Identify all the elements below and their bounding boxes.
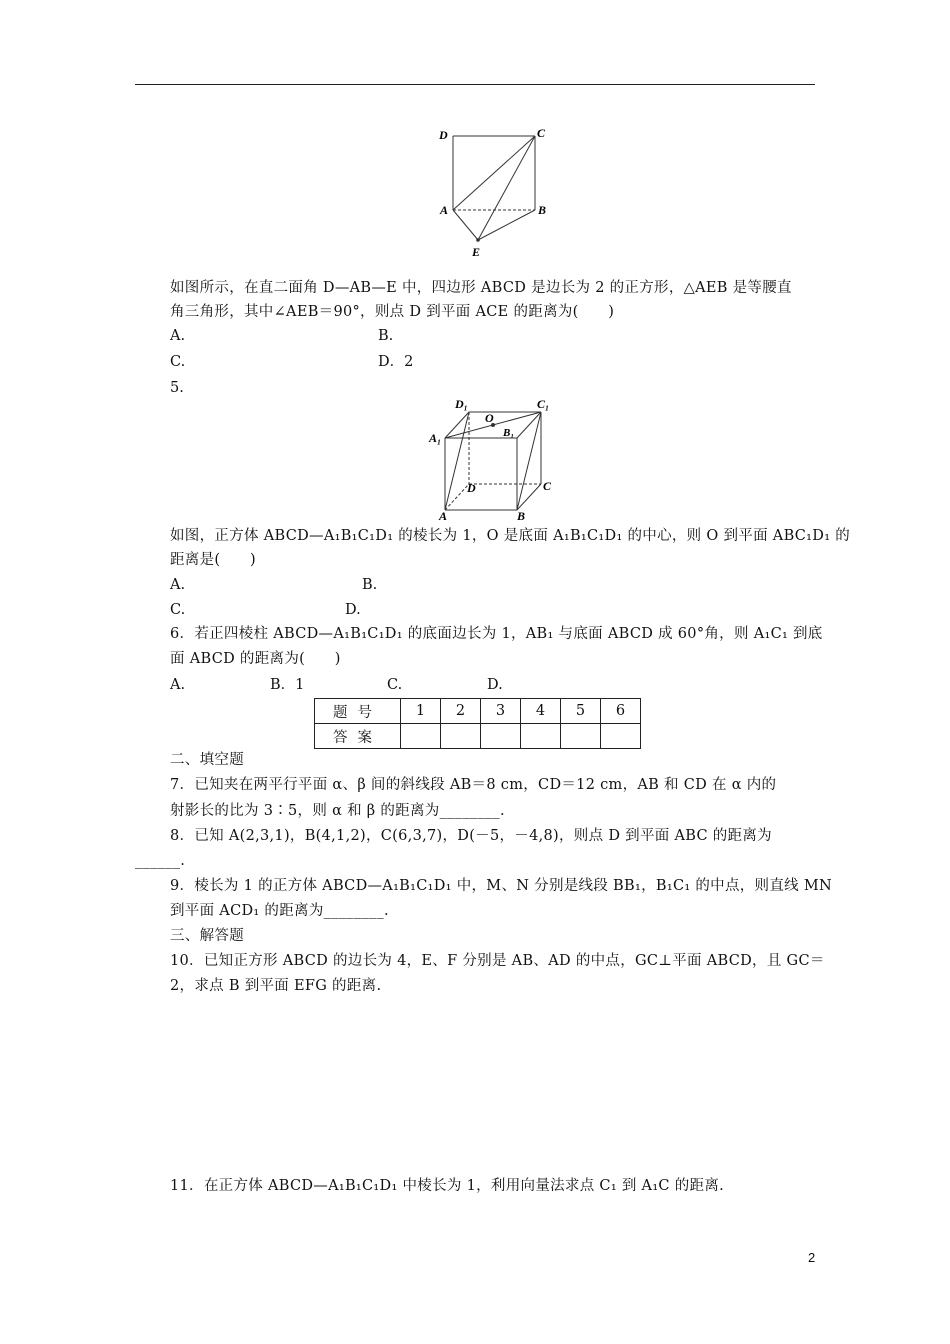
q5-option-d: D. xyxy=(345,602,361,618)
q4-line2: 角三角形，其中∠AEB＝90°，则点 D 到平面 ACE 的距离为( ) xyxy=(170,304,615,320)
q7-line2: 射影长的比为 3∶5，则 α 和 β 的距离为________. xyxy=(170,803,505,819)
table-cell-number: 6 xyxy=(601,699,641,724)
page-number: 2 xyxy=(808,1250,816,1265)
label-C1: C₁ xyxy=(537,397,550,411)
answer-cell-1[interactable] xyxy=(401,724,441,749)
answer-cell-3[interactable] xyxy=(481,724,521,749)
q6-line2: 面 ABCD 的距离为( ) xyxy=(170,651,341,667)
figure-cube xyxy=(425,396,565,522)
answer-cell-2[interactable] xyxy=(441,724,481,749)
table-cell-number: 1 xyxy=(401,699,441,724)
label-D1: D₁ xyxy=(455,397,468,411)
q5-number: 5. xyxy=(170,380,184,396)
q7-line1: 7．已知夹在两平行平面 α、β 间的斜线段 AB＝8 cm，CD＝12 cm，AB 和 CD 在 α 内的 xyxy=(170,777,777,793)
q6-option-b: B．1 xyxy=(270,677,305,693)
q8-line1: 8．已知 A(2,3,1)，B(4,1,2)，C(6,3,7)，D(－5，－4,8)，则点 D 到平面 ABC 的距离为 xyxy=(170,828,772,844)
label-D: D xyxy=(439,128,448,142)
label-D: D xyxy=(467,481,476,495)
q5-option-b: B. xyxy=(362,577,378,593)
label-O: O xyxy=(485,411,494,425)
label-E: E xyxy=(472,245,481,259)
label-B: B xyxy=(538,203,547,217)
label-B: B xyxy=(517,509,526,522)
table-cell-number: 5 xyxy=(561,699,601,724)
figure-square-dihedral xyxy=(430,122,560,262)
q6-line1: 6．若正四棱柱 ABCD—A₁B₁C₁D₁ 的底面边长为 1，AB₁ 与底面 ABCD 成 60°角，则 A₁C₁ 到底 xyxy=(170,626,823,642)
table-row xyxy=(315,699,641,724)
answer-table xyxy=(314,698,641,749)
table-cell-number: 3 xyxy=(481,699,521,724)
label-C: C xyxy=(543,479,552,493)
section-fill-in-heading: 二、填空题 xyxy=(170,752,244,768)
q5-option-a: A. xyxy=(170,577,186,593)
q6-option-c: C. xyxy=(387,677,403,693)
q4-option-a: A. xyxy=(170,328,186,344)
q6-option-d: D. xyxy=(487,677,503,693)
label-A1: A₁ xyxy=(429,431,442,445)
q5-line1: 如图，正方体 ABCD—A₁B₁C₁D₁ 的棱长为 1，O 是底面 A₁B₁C₁D₁ 的中心，则 O 到平面 ABC₁D₁ 的 xyxy=(170,528,851,544)
q11-line1: 11．在正方体 ABCD—A₁B₁C₁D₁ 中棱长为 1，利用向量法求点 C₁ 到 A₁C 的距离. xyxy=(170,1178,725,1194)
answer-cell-6[interactable] xyxy=(601,724,641,749)
table-answer-label: 答案 xyxy=(315,724,401,749)
label-B1: B₁ xyxy=(503,427,515,439)
table-row xyxy=(315,724,641,749)
q4-option-b: B. xyxy=(378,328,394,344)
q10-line1: 10．已知正方形 ABCD 的边长为 4，E、F 分别是 AB、AD 的中点，GC⊥平面 ABCD，且 GC＝ xyxy=(170,953,825,969)
q4-option-d: D．2 xyxy=(378,354,414,370)
q6-option-a: A. xyxy=(170,677,186,693)
q10-line2: 2，求点 B 到平面 EFG 的距离. xyxy=(170,978,382,994)
table-cell-number: 4 xyxy=(521,699,561,724)
section-solve-heading: 三、解答题 xyxy=(170,928,244,944)
q8-line2: ______. xyxy=(135,853,186,869)
answer-cell-4[interactable] xyxy=(521,724,561,749)
q4-line1: 如图所示，在直二面角 D—AB—E 中，四边形 ABCD 是边长为 2 的正方形，△AEB 是等腰直 xyxy=(170,280,792,296)
q9-line2: 到平面 ACD₁ 的距离为________. xyxy=(170,903,389,919)
table-header-label: 题号 xyxy=(315,699,401,724)
q5-option-c: C. xyxy=(170,602,186,618)
q5-line2: 距离是( ) xyxy=(170,552,256,568)
answer-cell-5[interactable] xyxy=(561,724,601,749)
header-rule xyxy=(135,84,815,85)
label-C: C xyxy=(537,126,546,140)
label-A: A xyxy=(439,509,448,522)
q9-line1: 9．棱长为 1 的正方体 ABCD—A₁B₁C₁D₁ 中，M、N 分别是线段 BB₁，B₁C₁ 的中点，则直线 MN xyxy=(170,878,833,894)
label-A: A xyxy=(440,203,449,217)
q4-option-c: C. xyxy=(170,354,186,370)
table-cell-number: 2 xyxy=(441,699,481,724)
